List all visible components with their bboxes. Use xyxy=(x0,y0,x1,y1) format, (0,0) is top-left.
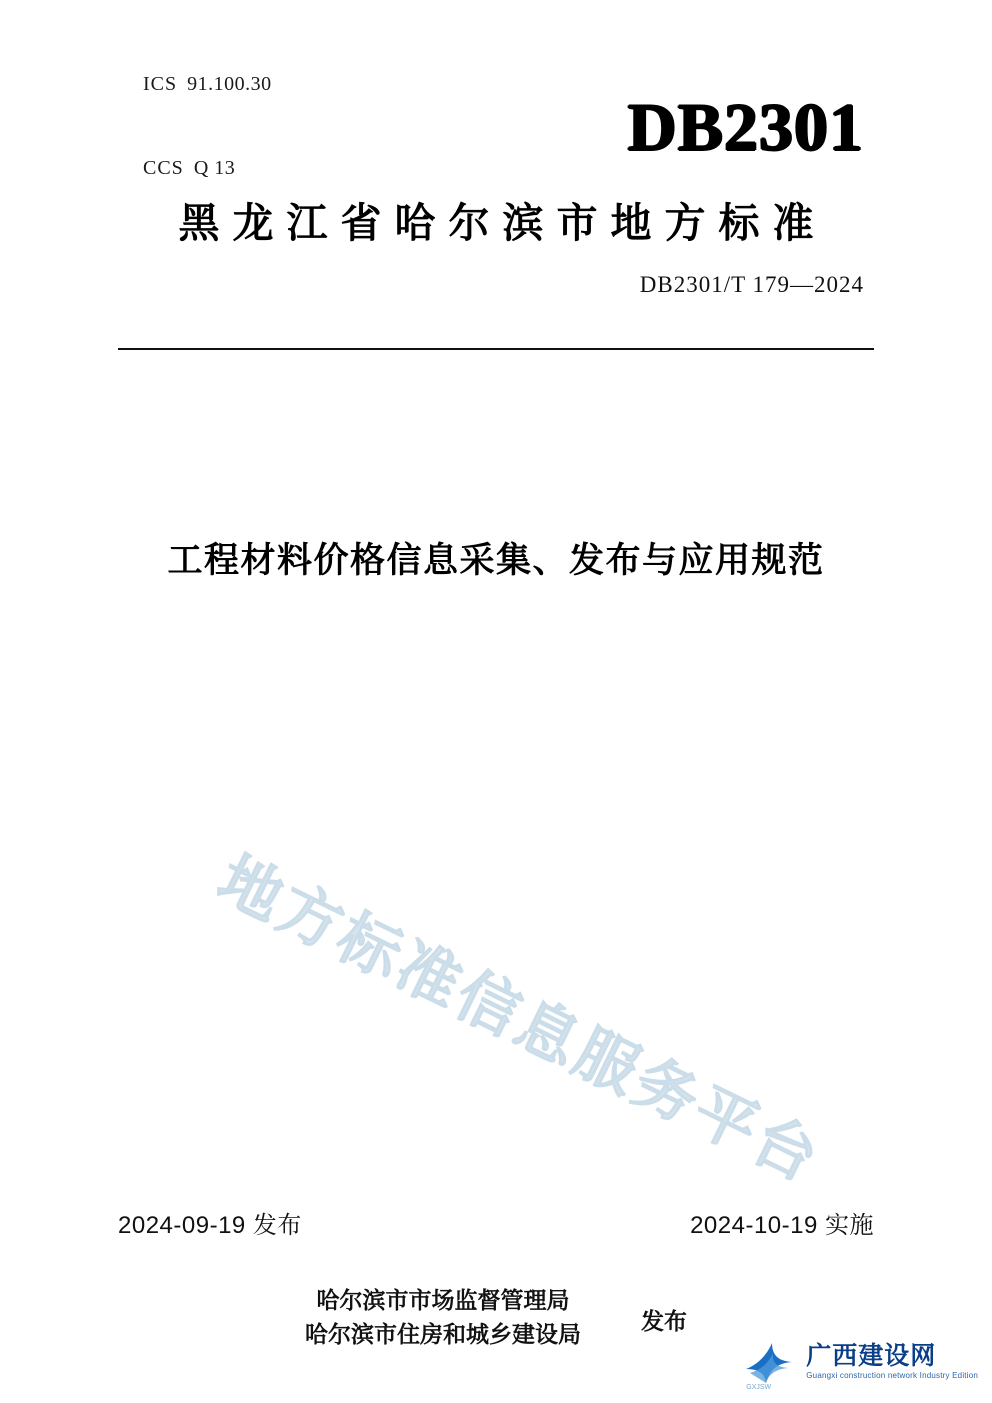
publish-date: 2024-09-19 发布 xyxy=(118,1212,302,1239)
header-divider xyxy=(118,348,874,350)
star-icon xyxy=(742,1335,796,1389)
logo-text xyxy=(806,1342,978,1382)
logo-mark-text: GXJSW xyxy=(746,1384,772,1391)
standard-code: DB2301/T 179—2024 xyxy=(639,272,864,297)
classification-block xyxy=(110,42,272,210)
issuer-names xyxy=(305,1283,581,1351)
issuing-authority-title: 黑龙江省哈尔滨市地方标准 xyxy=(178,200,827,246)
watermark-text: 地方标准信息服务平台 xyxy=(207,844,832,1196)
ics-value: 91.100.30 xyxy=(187,73,272,95)
ics-line xyxy=(110,42,272,126)
ccs-value: Q 13 xyxy=(193,157,236,179)
ics-label: ICS xyxy=(143,73,178,95)
logo-name-en: Guangxi construction network Industry Edition xyxy=(806,1371,978,1380)
issuer-line-1: 哈尔滨市市场监督管理局 xyxy=(316,1287,570,1313)
logo-name-cn: 广西建设网 xyxy=(806,1342,937,1370)
issuer-line-2: 哈尔滨市住房和城乡建设局 xyxy=(305,1321,581,1347)
page-title: 工程材料价格信息采集、发布与应用规范 xyxy=(167,541,825,580)
standard-number-db: DB2301 xyxy=(627,89,864,165)
issuer-action-label: 发布 xyxy=(641,1307,687,1334)
footer-logo xyxy=(742,1335,978,1389)
date-row xyxy=(118,1205,874,1240)
ccs-label: CCS xyxy=(143,157,184,179)
implement-date: 2024-10-19 实施 xyxy=(690,1212,874,1239)
